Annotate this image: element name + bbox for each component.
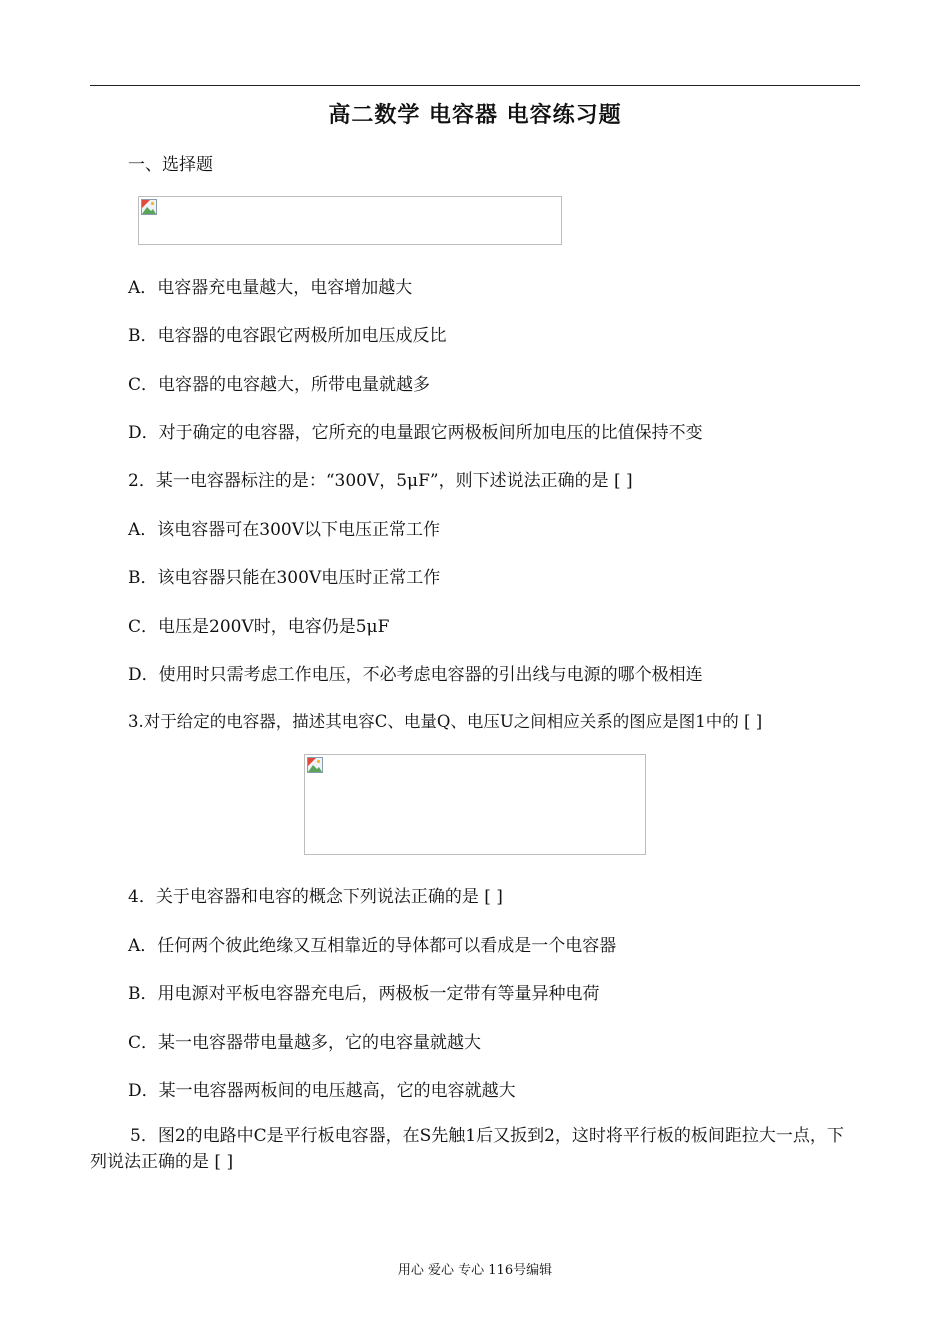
q2-option-c: C．电压是200V时，电容仍是5μF xyxy=(128,617,390,637)
q4-stem: 4．关于电容器和电容的概念下列说法正确的是 [ ] xyxy=(128,887,503,907)
broken-image-icon xyxy=(141,199,157,215)
q1-option-b: B．电容器的电容跟它两极所加电压成反比 xyxy=(128,326,447,346)
q1-option-c: C．电容器的电容越大，所带电量就越多 xyxy=(128,375,431,395)
q1-option-a: A．电容器充电量越大，电容增加越大 xyxy=(128,278,413,298)
q4-option-c: C．某一电容器带电量越多，它的电容量就越大 xyxy=(128,1033,482,1053)
question-3-figure-image xyxy=(304,754,646,855)
broken-image-icon xyxy=(307,757,323,773)
q2-option-a: A．该电容器可在300V以下电压正常工作 xyxy=(128,520,441,540)
q2-stem: 2．某一电容器标注的是：“300V，5μF”，则下述说法正确的是 [ ] xyxy=(128,471,633,491)
q4-option-a: A．任何两个彼此绝缘又互相靠近的导体都可以看成是一个电容器 xyxy=(128,936,617,956)
page-footer: 用心 爱心 专心 116号编辑 xyxy=(397,1263,553,1278)
q4-option-d: D．某一电容器两板间的电压越高，它的电容就越大 xyxy=(128,1081,516,1101)
question-1-image xyxy=(138,196,562,245)
top-rule xyxy=(90,85,860,86)
q4-option-b: B．用电源对平板电容器充电后，两极板一定带有等量异种电荷 xyxy=(128,984,600,1004)
q2-option-b: B．该电容器只能在300V电压时正常工作 xyxy=(128,568,441,588)
q3-stem: 3.对于给定的电容器，描述其电容C、电量Q、电压U之间相应关系的图应是图1中的 [ ] xyxy=(128,712,763,731)
q2-option-d: D．使用时只需考虑工作电压，不必考虑电容器的引出线与电源的哪个极相连 xyxy=(128,665,703,685)
q5-stem: 5．图2的电路中C是平行板电容器，在S先触1后又扳到2，这时将平行板的板间距拉大一点，下列说法正确的是 [ ] xyxy=(90,1126,844,1172)
page-title: 高二数学 电容器 电容练习题 xyxy=(328,102,622,128)
section-heading: 一、选择题 xyxy=(128,155,213,175)
q1-option-d: D．对于确定的电容器，它所充的电量跟它两极板间所加电压的比值保持不变 xyxy=(128,423,703,443)
